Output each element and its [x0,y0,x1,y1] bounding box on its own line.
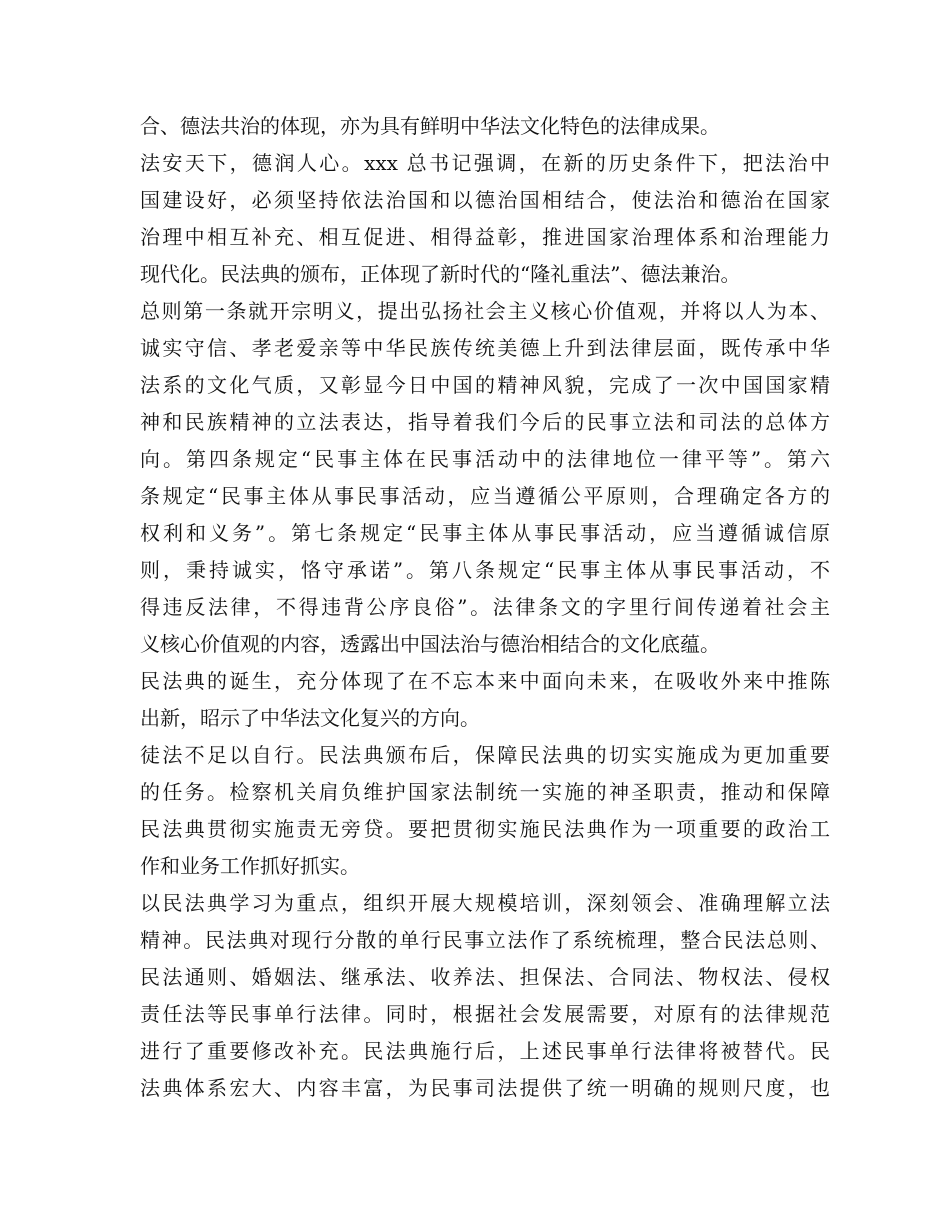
document-body [140,108,830,1107]
text-line: 民法通则、婚姻法、继承法、收养法、担保法、合同法、物权法、侵权 [140,965,830,989]
text-line: 治理中相互补充、相互促进、相得益彰，推进国家治理体系和治理能力 [140,225,830,249]
text-line: 进行了重要修改补充。民法典施行后，上述民事单行法律将被替代。民 [140,1039,830,1063]
text-line: 徒法不足以自行。民法典颁布后，保障民法典的切实实施成为更加重要 [140,743,830,767]
text-line: 民法典贯彻实施责无旁贷。要把贯彻实施民法典作为一项重要的政治工 [140,817,830,841]
text-line: 法安天下，德润人心。xxx 总书记强调，在新的历史条件下，把法治中 [140,151,830,175]
text-line: 合、德法共治的体现，亦为具有鲜明中华法文化特色的法律成果。 [140,114,720,138]
text-line: 现代化。民法典的颁布，正体现了新时代的“隆礼重法”、德法兼治。 [140,262,741,286]
text-line: 的任务。检察机关肩负维护国家法制统一实施的神圣职责，推动和保障 [140,780,830,804]
text-line: 权利和义务”。第七条规定“民事主体从事民事活动，应当遵循诚信原 [140,521,830,545]
text-line: 以民法典学习为重点，组织开展大规模培训，深刻领会、准确理解立法 [140,891,830,915]
text-line: 国建设好，必须坚持依法治国和以德治国相结合，使法治和德治在国家 [140,188,830,212]
text-line: 总则第一条就开宗明义，提出弘扬社会主义核心价值观，并将以人为本、 [140,299,830,323]
text-line: 则，秉持诚实，恪守承诺”。第八条规定“民事主体从事民事活动，不 [140,558,830,582]
text-line: 民法典的诞生，充分体现了在不忘本来中面向未来，在吸收外来中推陈 [140,669,830,693]
text-line: 责任法等民事单行法律。同时，根据社会发展需要，对原有的法律规范 [140,1002,830,1026]
text-line: 作和业务工作抓好抓实。 [140,854,360,878]
text-line: 法典体系宏大、内容丰富，为民事司法提供了统一明确的规则尺度，也 [140,1076,830,1100]
text-line: 义核心价值观的内容，透露出中国法治与德治相结合的文化底蕴。 [140,632,720,656]
text-line: 神和民族精神的立法表达，指导着我们今后的民事立法和司法的总体方 [140,410,830,434]
text-line: 诚实守信、孝老爱亲等中华民族传统美德上升到法律层面，既传承中华 [140,336,830,360]
text-line: 条规定“民事主体从事民事活动，应当遵循公平原则，合理确定各方的 [140,484,830,508]
text-line: 得违反法律，不得违背公序良俗”。法律条文的字里行间传递着社会主 [140,595,830,619]
text-line: 法系的文化气质，又彰显今日中国的精神风貌，完成了一次中国国家精 [140,373,830,397]
text-line: 精神。民法典对现行分散的单行民事立法作了系统梳理，整合民法总则、 [140,928,830,952]
text-line: 出新，昭示了中华法文化复兴的方向。 [140,706,480,730]
text-line: 向。第四条规定“民事主体在民事活动中的法律地位一律平等”。第六 [140,447,830,471]
